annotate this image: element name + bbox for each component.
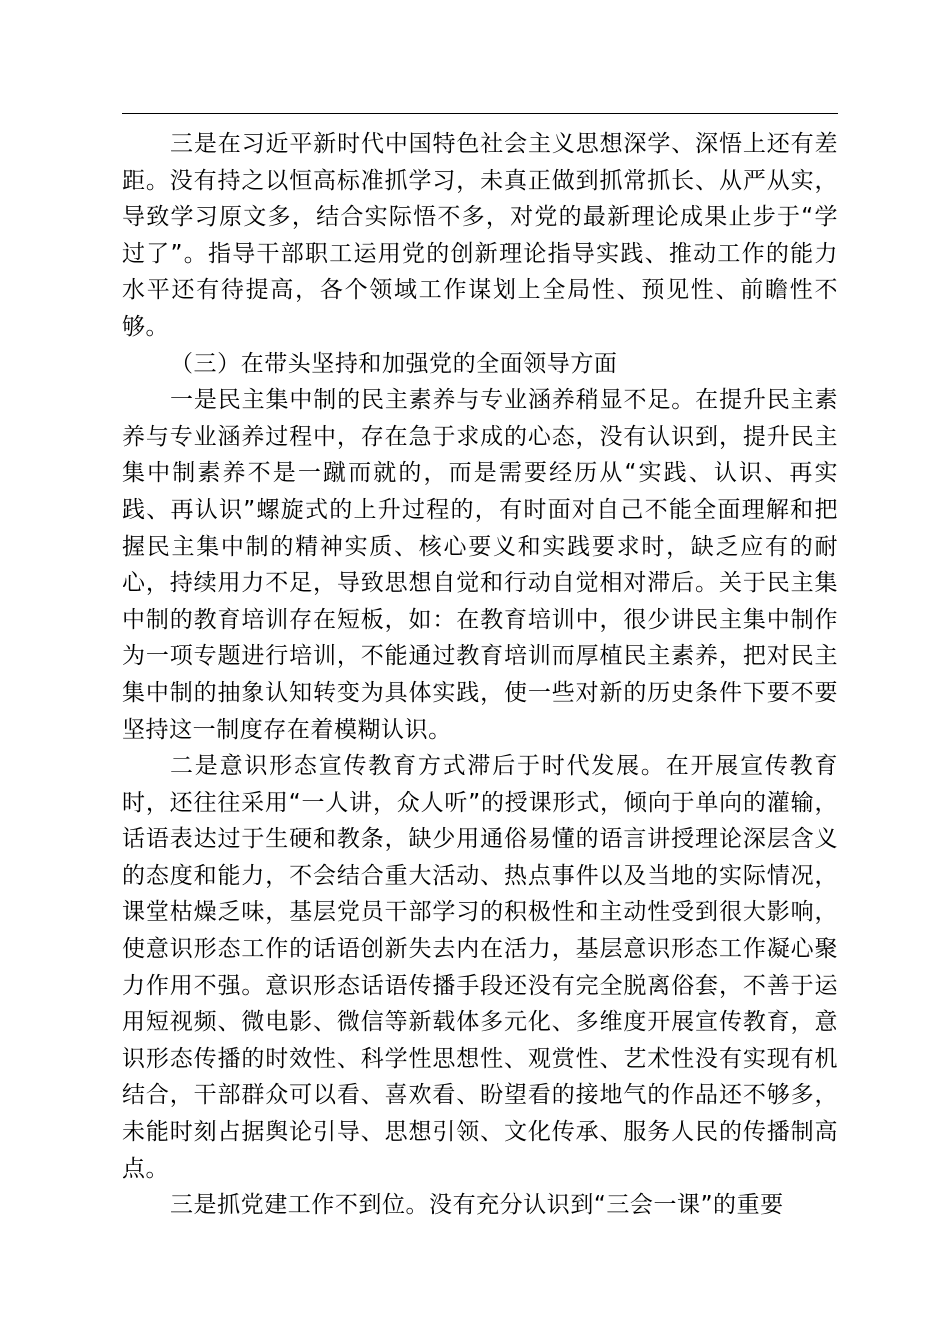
document-body — [122, 126, 838, 1224]
paragraph-third-gap-theory-study: 三是在习近平新时代中国特色社会主义思想深学、深悟上还有差距。没有持之以恒高标准抓学习，未真正做到抓常抓长、从严从实，导致学习原文多，结合实际悟不多，对党的最新理论成果止步于“学过了”。指导干部职工运用党的创新理论指导实践、推动工作的能力水平还有待提高，各个领域工作谋划上全局性、预见性、前瞻性不够。 — [122, 131, 838, 340]
paragraph-ideology-education: 二是意识形态宣传教育方式滞后于时代发展。在开展宣传教育时，还往往采用“一人讲，众人听”的授课形式，倾向于单向的灌输，话语表达过于生硬和教条，缺少用通俗易懂的语言讲授理论深层含义的态度和能力，不会结合重大活动、热点事件以及当地的实际情况，课堂枯燥乏味，基层党员干部学习的积极性和主动性受到很大影响，使意识形态工作的话语创新失去内在活力，基层意识形态工作凝心聚力作用不强。意识形态话语传播手段还没有完全脱离俗套，不善于运用短视频、微电影、微信等新载体多元化、多维度开展宣传教育，意识形态传播的时效性、科学性思想性、观赏性、艺术性没有实现有机结合，干部群众可以看、喜欢看、盼望看的接地气的作品还不够多，未能时刻占据舆论引导、思想引领、文化传承、服务人民的传播制高点。 — [122, 753, 838, 1182]
section-heading-party-leadership: （三）在带头坚持和加强党的全面领导方面 — [170, 350, 618, 377]
paragraph-democratic-centralism: 一是民主集中制的民主素养与专业涵养稍显不足。在提升民主素养与专业涵养过程中，存在急于求成的心态，没有认识到，提升民主集中制素养不是一蹴而就的，而是需要经历从“实践、认识、再实践、再认识”螺旋式的上升过程的，有时面对自己不能全面理解和把握民主集中制的精神实质、核心要义和实践要求时，缺乏应有的耐心，持续用力不足，导致思想自觉和行动自觉相对滞后。关于民主集中制的教育培训存在短板，如：在教育培训中，很少讲民主集中制作为一项专题进行培训，不能通过教育培训而厚植民主素养，把对民主集中制的抽象认知转变为具体实践，使一些对新的历史条件下要不要坚持这一制度存在着模糊认识。 — [122, 387, 838, 743]
paragraph-party-building: 三是抓党建工作不到位。没有充分认识到“三会一课”的重要 — [170, 1192, 784, 1219]
header-rule — [122, 113, 838, 114]
